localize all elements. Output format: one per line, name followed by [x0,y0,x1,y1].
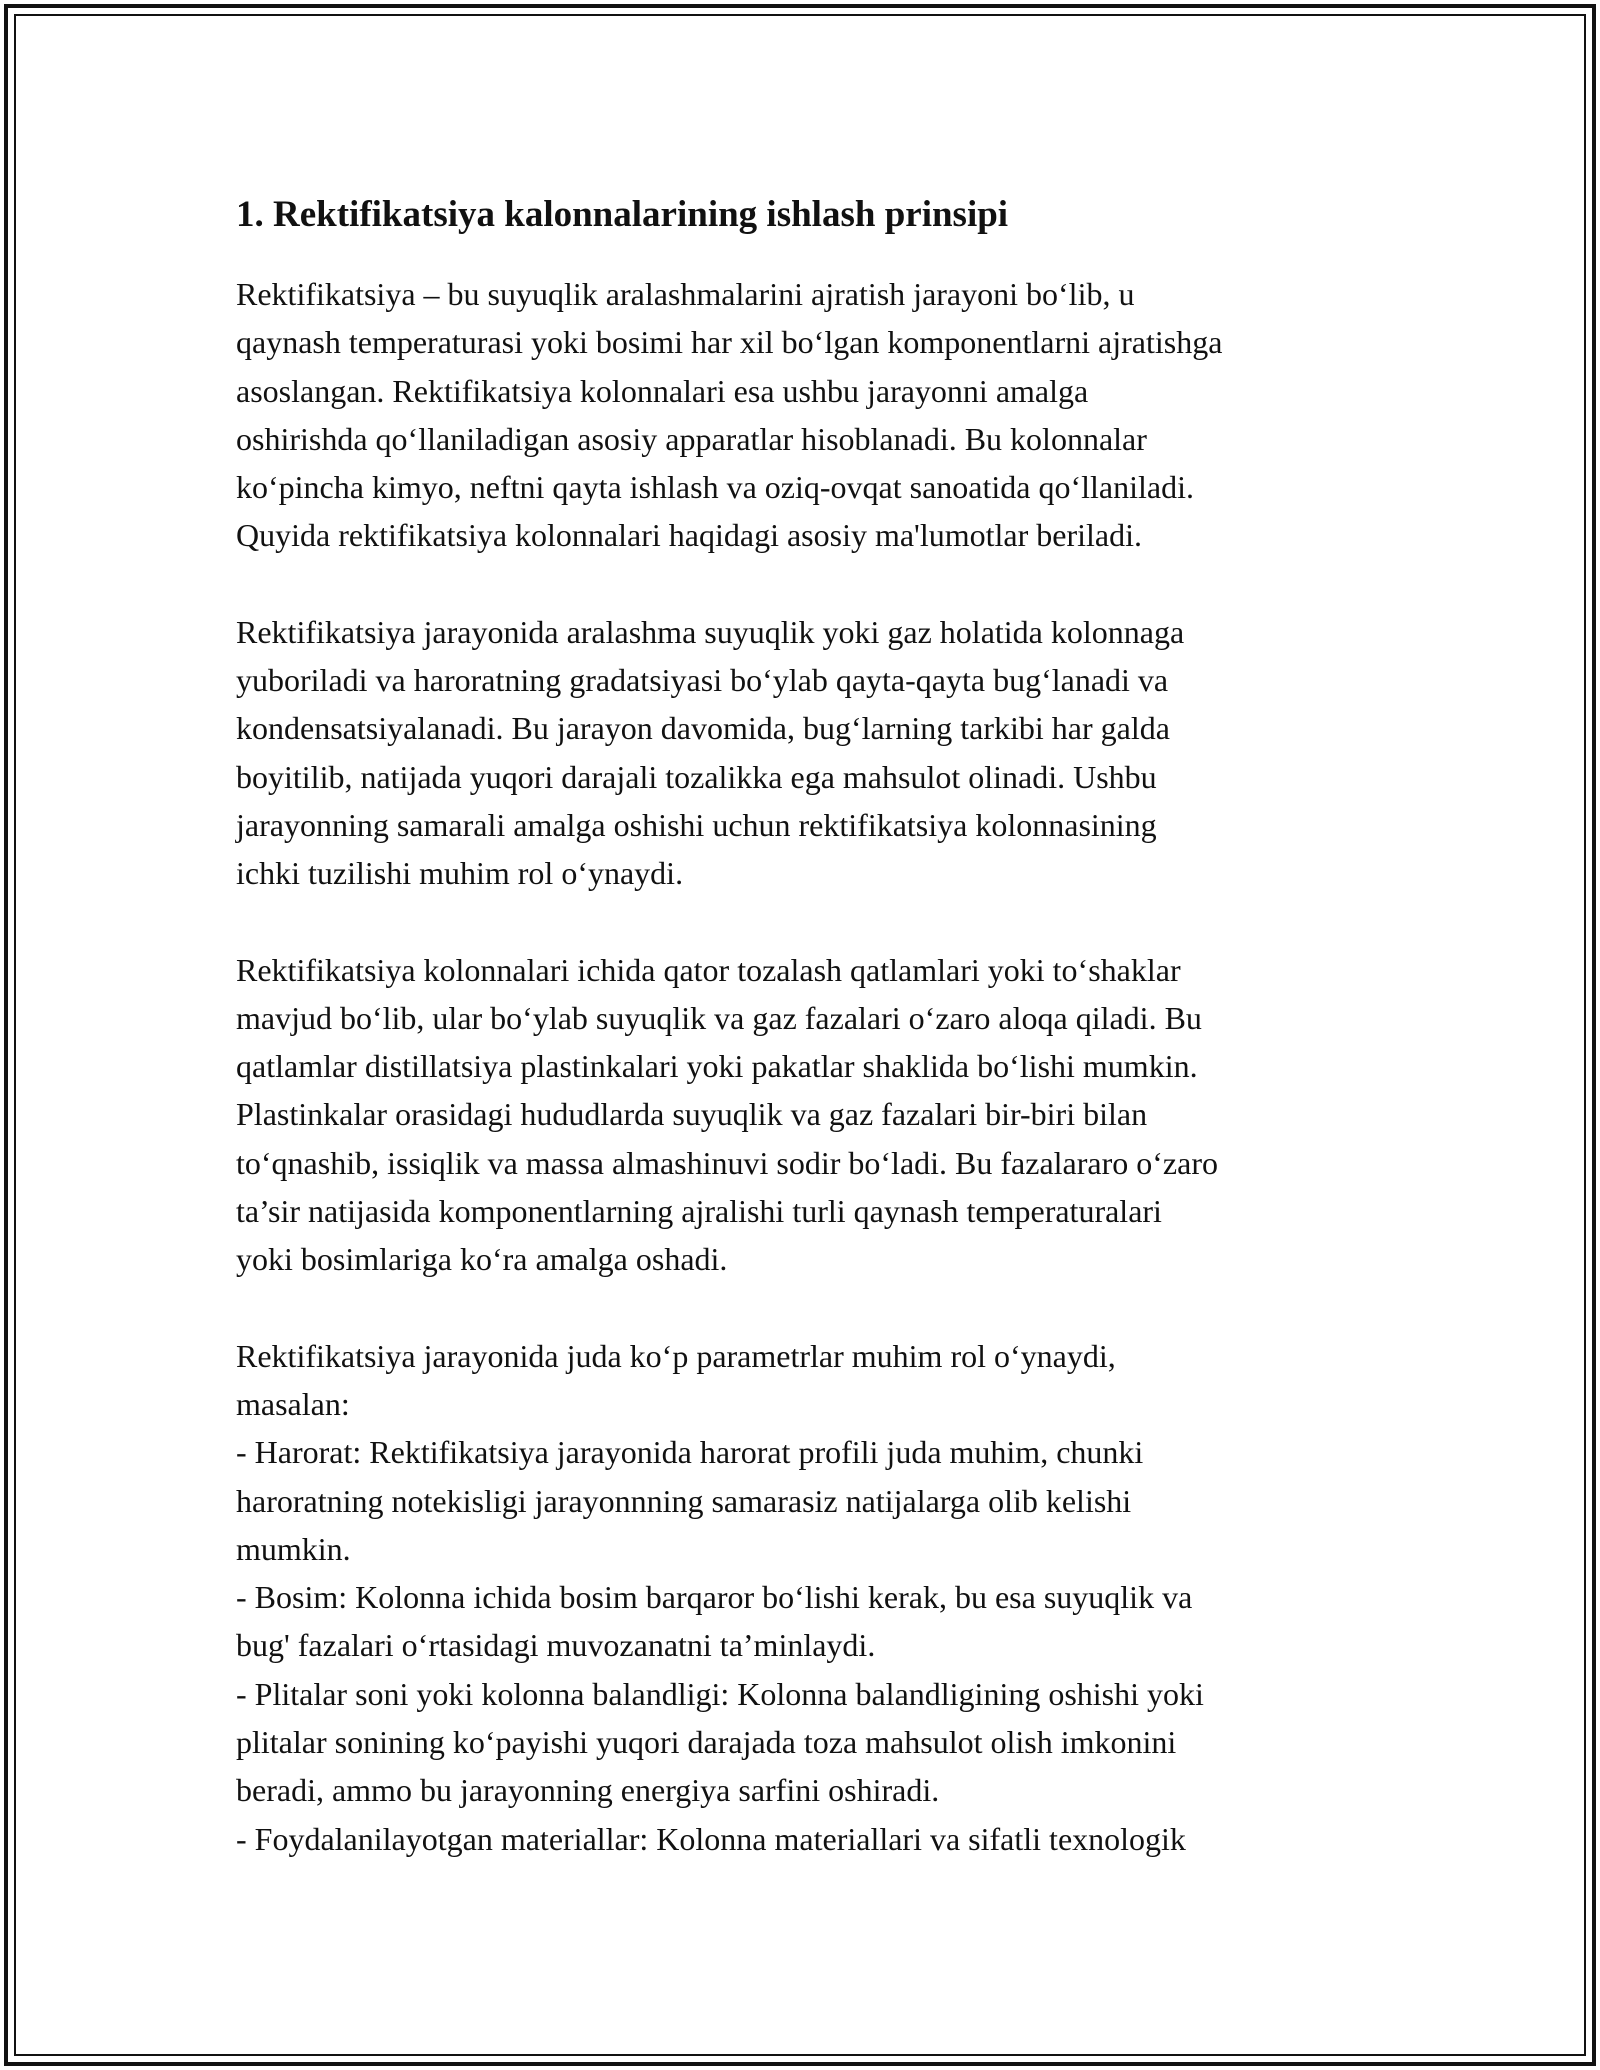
list-item-plitalar [236,1670,1386,1815]
paragraph-structure [236,946,1386,1284]
list-item-harorat [236,1428,1386,1573]
text-line: - Foydalanilayotgan materiallar: Kolonna materiallari va sifatli texnologik [236,1820,1186,1857]
text-line: - Harorat: Rektifikatsiya jarayonida harorat profili juda muhim, chunki [236,1434,1144,1471]
text-line: asoslangan. Rektifikatsiya kolonnalari esa ushbu jarayonni amalga [236,372,1089,409]
text-line: yoki bosimlariga ko‘ra amalga oshadi. [236,1241,728,1278]
list-item-bosim [236,1573,1386,1670]
text-line: Rektifikatsiya – bu suyuqlik aralashmalarini ajratish jarayoni bo‘lib, u [236,276,1135,312]
text-line: bug' fazalari o‘rtasidagi muvozanatni ta’minlaydi. [236,1627,876,1664]
text-line: Rektifikatsiya jarayonida juda ko‘p parametrlar muhim rol o‘ynaydi, [236,1337,1116,1374]
text-line: Rektifikatsiya jarayonida aralashma suyuqlik yoki gaz holatida kolonnaga [236,613,1185,650]
text-line: qaynash temperaturasi yoki bosimi har xil bo‘lgan komponentlarni ajratishga [236,324,1223,361]
text-line: yuboriladi va haroratning gradatsiyasi bo‘ylab qayta-qayta bug‘lanadi va [236,662,1169,699]
text-line: jarayonning samarali amalga oshishi uchun rektifikatsiya kolonnasining [236,806,1157,843]
text-line: oshirishda qo‘llaniladigan asosiy apparatlar hisoblanadi. Bu kolonnalar [236,420,1147,457]
text-line: ichki tuzilishi muhim rol o‘ynaydi. [236,855,684,892]
text-line: Rektifikatsiya kolonnalari ichida qator tozalash qatlamlari yoki to‘shaklar [236,951,1181,988]
text-line: plitalar sonining ko‘payishi yuqori darajada toza mahsulot olish imkonini [236,1724,1177,1761]
document-body [236,186,1386,1863]
text-line: qatlamlar distillatsiya plastinkalari yoki pakatlar shaklida bo‘lishi mumkin. [236,1048,1198,1085]
text-line: boyitilib, natijada yuqori darajali tozalikka ega mahsulot olinadi. Ushbu [236,758,1157,795]
paragraph-intro [236,270,1386,560]
text-line: haroratning notekisligi jarayonnning samarasiz natijalarga olib kelishi [236,1482,1132,1519]
parameters-list [236,1428,1386,1863]
text-line: beradi, ammo bu jarayonning energiya sarfini oshiradi. [236,1772,940,1809]
text-line: mavjud bo‘lib, ular bo‘ylab suyuqlik va gaz fazalari o‘zaro aloqa qiladi. Bu [236,999,1202,1036]
parameters-intro [236,1332,1386,1429]
paragraph-process [236,608,1386,898]
text-line: ko‘pincha kimyo, neftni qayta ishlash va oziq-ovqat sanoatida qo‘llaniladi. [236,469,1194,506]
list-item-materiallar [236,1815,1386,1863]
text-line: - Bosim: Kolonna ichida bosim barqaror bo‘lishi kerak, bu esa suyuqlik va [236,1579,1193,1616]
text-line: kondensatsiyalanadi. Bu jarayon davomida, bug‘larning tarkibi har galda [236,710,1170,747]
text-line: ta’sir natijasida komponentlarning ajralishi turli qaynash temperaturalari [236,1193,1162,1230]
text-line: Plastinkalar orasidagi hududlarda suyuqlik va gaz fazalari bir-biri bilan [236,1096,1148,1133]
text-line: mumkin. [236,1530,351,1567]
text-line: to‘qnashib, issiqlik va massa almashinuvi sodir bo‘ladi. Bu fazalararo o‘zaro [236,1144,1218,1181]
text-line: - Plitalar soni yoki kolonna balandligi: Kolonna balandligining oshishi yoki [236,1675,1204,1712]
section-heading: 1. Rektifikatsiya kalonnalarining ishlash prinsipi [236,194,1009,235]
text-line: masalan: [236,1385,350,1422]
text-line: Quyida rektifikatsiya kolonnalari haqidagi asosiy ma'lumotlar beriladi. [236,517,1142,554]
